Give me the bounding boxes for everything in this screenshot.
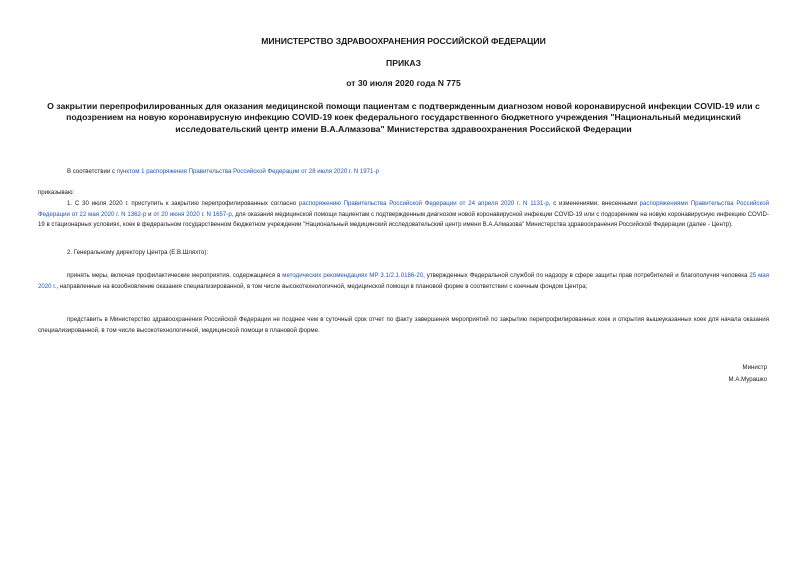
item-2a-text-3: , направленные на возобновление оказания специализированной, в том числе высокотехнологичной, медицинской помощи в плановой форме в соответствии с коечным фондом Центра; [56, 282, 588, 290]
item-2a-link-1[interactable]: методических рекомендациях МР 3.1/2.1.0186-20 [282, 272, 424, 279]
date-number-heading: от 30 июля 2020 года N 775 [346, 78, 461, 88]
item-1-text-1: 1. С 30 июля 2020 г. приступить к закрытию перепрофилированных согласно [67, 200, 299, 207]
signature-position: Министр [742, 364, 767, 371]
item-1-text-4: , для оказания медицинской помощи пациентам с подтвержденным диагнозом новой коронавирусной инфекции COVID-19 или с подозрением на новую коронавирусную инфекцию COVID-19 в стационарных условиях, коек в федеральном государственном бюджетном учреждении "Национальный медицинский исследовательский центр имени В.А.Алмазова" Министерства здравоохранения Российской Федерации (далее - Центр). [38, 210, 769, 229]
item-2a-paragraph [38, 271, 769, 292]
item-1-link-3[interactable]: от 20 июня 2020 г. N 1657-р [153, 210, 232, 218]
item-1-text-2: , с изменениями, внесенными [548, 200, 640, 207]
item-1-paragraph [38, 199, 769, 231]
preamble-text: В соответствии с [67, 168, 117, 175]
preamble-link[interactable]: пунктом 1 распоряжения Правительства Российской Федерации от 28 июля 2020 г. N 1971-р [116, 168, 379, 175]
order-word: приказываю: [38, 189, 75, 196]
preamble-paragraph [38, 167, 769, 178]
ministry-heading: МИНИСТЕРСТВО ЗДРАВООХРАНЕНИЯ РОССИЙСКОЙ ФЕДЕРАЦИИ [261, 36, 546, 46]
item-1-link-2[interactable]: распоряжениями Правительства Российской Федерации от 22 мая 2020 г. N 1362-р [38, 200, 769, 218]
signature-name: М.А.Мурашко [728, 376, 767, 383]
document-type-heading: ПРИКАЗ [386, 58, 421, 68]
item-2b-paragraph: представить в Министерство здравоохранения Российской Федерации не позднее чем в суточный срок отчет по факту завершения мероприятий по закрытию перепрофилированных коек и открытия вышеуказанных коек для начала оказания специализированной, в том числе высокотехнологичной, медицинской помощи в плановой форме. [38, 316, 769, 334]
item-1-link-1[interactable]: распоряжению Правительства Российской Федерации от 24 апреля 2020 г. N 1131-р [298, 200, 549, 207]
item-2a-link-2[interactable]: 25 мая 2020 г. [38, 272, 769, 290]
item-2a-text-2: , утвержденных Федеральной службой по надзору в сфере защиты прав потребителей и благополучия человека [423, 272, 750, 279]
item-2-paragraph: 2. Генеральному директору Центра (Е.В.Шляхто): [67, 249, 209, 256]
document-title: О закрытии перепрофилированных для оказания медицинской помощи пациентам с подтвержденным диагнозом новой коронавирусной инфекции COVID-19 или с подозрением на новую коронавирусную инфекцию COVID-19 коек федерального государственного бюджетного учреждения "Национальный медицинский исследовательский центр имени В.А.Алмазова" Министерства здравоохранения Российской Федерации [47, 101, 760, 134]
item-1-text-3: и [146, 210, 154, 218]
item-2a-text-1: принять меры, включая профилактические мероприятия, содержащиеся в [67, 272, 283, 279]
